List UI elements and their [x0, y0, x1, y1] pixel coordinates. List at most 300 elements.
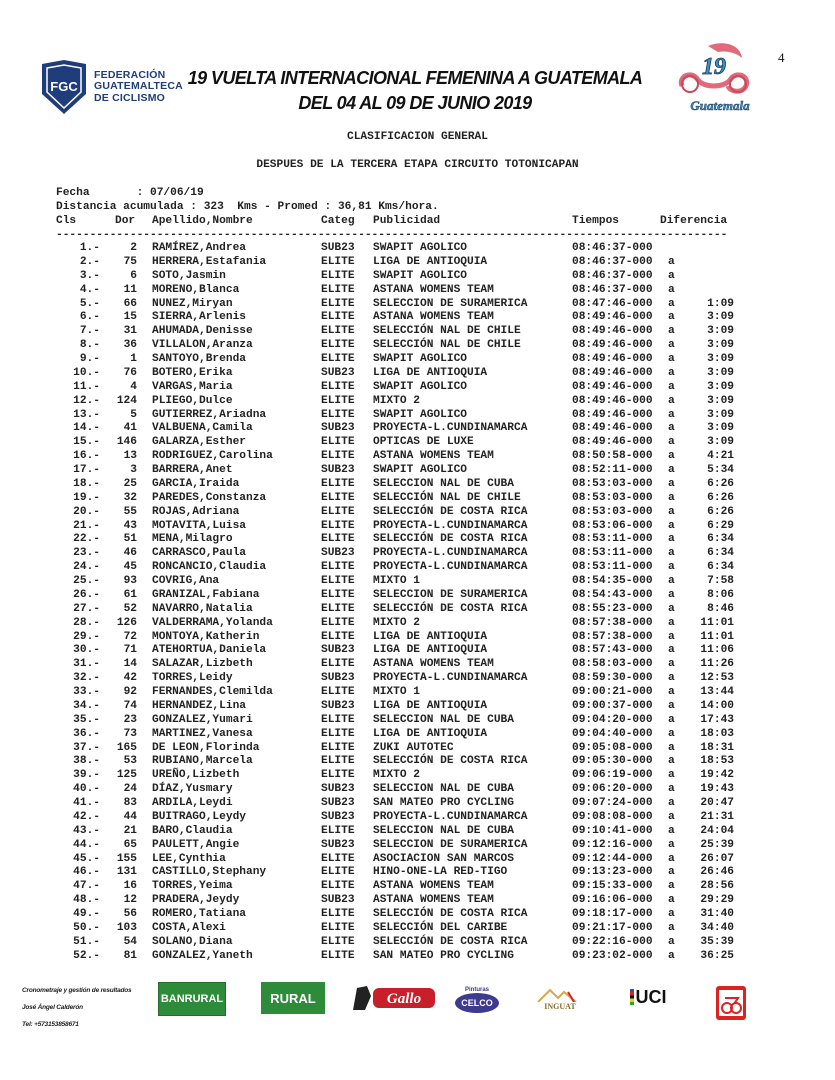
cell-time-flag: a [668, 866, 675, 879]
cell-rider-name: GONZALEZ,Yaneth [152, 949, 253, 962]
federation-name-line: DE CICLISMO [94, 91, 166, 104]
cell-rank: 8.- [79, 339, 100, 352]
cell-gap: 34:40 [700, 921, 734, 934]
cell-category: ELITE [321, 949, 355, 962]
cell-time-flag: a [668, 658, 675, 671]
table-row [56, 520, 746, 534]
cell-gap: 18:03 [700, 727, 734, 740]
cell-category: ELITE [321, 561, 355, 574]
sponsor-inguat-logo [532, 982, 588, 1016]
cell-time: 08:53:11-000 [572, 547, 653, 560]
cell-time-flag: a [668, 783, 675, 796]
cell-time: 08:47:46-000 [572, 297, 653, 310]
timing-credit [22, 982, 146, 1033]
uci-stripes-icon [630, 989, 634, 1005]
cell-time: 09:00:21-000 [572, 686, 653, 698]
cell-gap: 4:21 [707, 450, 734, 463]
cell-category: SUB23 [321, 547, 355, 560]
cell-category: SUB23 [321, 644, 355, 657]
cell-bib: 11 [123, 283, 137, 296]
cell-gap: 6:26 [707, 491, 734, 504]
cell-rank: 39.- [73, 769, 100, 782]
cell-sponsor: MIXTO 1 [373, 686, 420, 698]
table-row [56, 686, 746, 700]
table-row [56, 492, 746, 506]
title-line-1: 19 VUELTA INTERNACIONAL FEMENINA A GUATEMALA [187, 68, 643, 88]
cell-gap: 8:06 [707, 588, 734, 601]
cell-sponsor: SWAPIT AGOLICO [373, 380, 467, 393]
cell-sponsor: MIXTO 1 [373, 575, 420, 587]
cell-bib: 15 [123, 311, 137, 324]
document-title [182, 66, 648, 116]
cell-time-flag: a [668, 394, 675, 407]
cell-rank: 32.- [73, 672, 100, 685]
cell-rank: 10.- [73, 366, 100, 379]
cell-bib: 1 [130, 353, 137, 365]
cell-bib: 93 [123, 575, 137, 587]
cell-rider-name: DE LEON,Florinda [152, 741, 260, 754]
cell-rank: 47.- [73, 880, 100, 893]
cell-time-flag: a [668, 505, 675, 518]
cell-rider-name: GRANIZAL,Fabiana [152, 588, 260, 601]
cell-rank: 35.- [73, 713, 100, 726]
cell-rider-name: VILLALON,Aranza [152, 339, 253, 352]
col-sponsor: Publicidad [373, 215, 441, 227]
cell-category: ELITE [321, 325, 355, 338]
page-number: 4 [778, 50, 785, 65]
table-row [56, 922, 746, 936]
cell-category: ELITE [321, 380, 355, 393]
cell-sponsor: SELECCIÓN DE COSTA RICA [373, 908, 528, 920]
cell-time-flag: a [668, 547, 675, 560]
table-row [56, 270, 746, 284]
cell-rank: 34.- [73, 699, 100, 712]
cell-bib: 76 [123, 366, 137, 379]
col-time: Tiempos [572, 215, 619, 227]
table-row [56, 575, 746, 589]
table-row [56, 714, 746, 728]
table-row [56, 325, 746, 339]
cell-category: ELITE [321, 880, 355, 893]
cell-time-flag: a [668, 588, 675, 601]
table-row [56, 825, 746, 839]
cell-rider-name: LEE,Cynthia [152, 852, 226, 865]
cell-rank: 40.- [73, 783, 100, 796]
cell-time-flag: a [668, 686, 675, 698]
cell-time: 09:10:41-000 [572, 824, 653, 837]
cell-bib: 165 [116, 741, 137, 754]
cell-sponsor: SELECCIÓN DE COSTA RICA [373, 505, 528, 518]
cell-sponsor: SELECCIÓN DE COSTA RICA [373, 755, 528, 768]
cell-rider-name: PAREDES,Constanza [152, 491, 267, 504]
table-row [56, 700, 746, 714]
cell-time: 08:57:43-000 [572, 644, 653, 657]
table-row [56, 894, 746, 908]
cell-category: ELITE [321, 866, 355, 879]
cell-sponsor: LIGA DE ANTIOQUIA [373, 255, 488, 268]
cell-rank: 48.- [73, 894, 100, 907]
cell-rider-name: COSTA,Alexi [152, 921, 226, 934]
cell-time: 09:12:44-000 [572, 852, 653, 865]
cell-gap: 12:53 [700, 672, 734, 685]
cell-sponsor: SELECCION NAL DE CUBA [373, 783, 514, 796]
table-row [56, 256, 746, 270]
cell-rider-name: MONTOYA,Katherin [152, 630, 260, 643]
cell-time: 08:49:46-000 [572, 339, 653, 352]
cell-bib: 56 [123, 908, 137, 920]
cell-time-flag: a [668, 380, 675, 393]
title-line-2: DEL 04 AL 09 DE JUNIO 2019 [298, 93, 532, 113]
cell-rank: 24.- [73, 561, 100, 574]
cell-category: ELITE [321, 921, 355, 934]
cell-gap: 5:34 [707, 464, 734, 476]
cell-gap: 14:00 [700, 699, 734, 712]
cell-sponsor: PROYECTA-L.CUNDINAMARCA [373, 519, 528, 532]
cell-rider-name: HERRERA,Estafania [152, 255, 267, 268]
cell-gap: 13:44 [700, 686, 734, 698]
cell-time-flag: a [668, 422, 675, 435]
cell-gap: 18:53 [700, 755, 734, 768]
cell-rank: 5.- [79, 297, 100, 310]
cell-time: 08:49:46-000 [572, 408, 653, 421]
cell-rank: 51.- [73, 935, 100, 948]
cell-category: ELITE [321, 353, 355, 365]
cell-category: SUB23 [321, 464, 355, 476]
cell-rider-name: BARRERA,Anet [152, 464, 233, 476]
table-row [56, 742, 746, 756]
cell-bib: 32 [123, 491, 137, 504]
cell-rider-name: AHUMADA,Denisse [152, 325, 253, 338]
cell-sponsor: SELECCIÓN DE COSTA RICA [373, 602, 528, 615]
cell-time: 08:57:38-000 [572, 630, 653, 643]
cell-bib: 146 [116, 436, 137, 449]
cell-gap: 18:31 [700, 741, 734, 754]
cell-sponsor: SWAPIT AGOLICO [373, 464, 467, 476]
cell-sponsor: LIGA DE ANTIOQUIA [373, 644, 488, 657]
cell-bib: 125 [116, 769, 137, 782]
cell-sponsor: SELECCIÓN DEL CARIBE [373, 921, 508, 934]
cell-time: 08:49:46-000 [572, 394, 653, 407]
cell-gap: 19:43 [700, 783, 734, 796]
header-separator: ---------------------------------------------------------------------------------------------------- [56, 229, 728, 241]
cell-bib: 16 [123, 880, 137, 893]
cell-rank: 52.- [73, 949, 100, 962]
cell-rank: 31.- [73, 658, 100, 671]
cell-sponsor: PROYECTA-L.CUNDINAMARCA [373, 422, 528, 435]
table-row [56, 298, 746, 312]
cell-time: 08:58:03-000 [572, 658, 653, 671]
cell-bib: 65 [123, 838, 137, 851]
cell-bib: 42 [123, 672, 137, 685]
cell-bib: 5 [130, 408, 137, 421]
cell-rider-name: FERNANDES,Clemilda [152, 686, 273, 698]
cell-gap: 3:09 [707, 380, 734, 393]
table-row [56, 880, 746, 894]
cell-time: 09:04:40-000 [572, 727, 653, 740]
cell-rider-name: BOTERO,Erika [152, 366, 233, 379]
cell-gap: 17:43 [700, 713, 734, 726]
cell-rider-name: DÍAZ,Yusmary [152, 783, 233, 796]
cell-rider-name: PRADERA,Jeydy [152, 894, 240, 907]
cell-category: SUB23 [321, 366, 355, 379]
cell-time: 08:53:03-000 [572, 491, 653, 504]
table-row [56, 353, 746, 367]
cell-time-flag: a [668, 339, 675, 352]
cell-rider-name: VALDERRAMA,Yolanda [152, 616, 273, 629]
cell-time: 09:18:17-000 [572, 908, 653, 920]
cell-rank: 37.- [73, 741, 100, 754]
cell-time-flag: a [668, 824, 675, 837]
cell-category: ELITE [321, 505, 355, 518]
cell-bib: 73 [123, 727, 137, 740]
cell-time: 09:07:24-000 [572, 797, 653, 809]
cell-gap: 25:39 [700, 838, 734, 851]
col-diff: Diferencia [660, 215, 728, 227]
cell-sponsor: ASTANA WOMENS TEAM [373, 894, 494, 907]
cell-time: 09:21:17-000 [572, 921, 653, 934]
cell-time-flag: a [668, 561, 675, 574]
cell-time: 08:53:11-000 [572, 561, 653, 574]
uci-wordmark: UCI [635, 986, 667, 1007]
col-cls: Cls [56, 215, 77, 227]
cell-sponsor: SELECCION NAL DE CUBA [373, 824, 514, 837]
cell-time-flag: a [668, 894, 675, 907]
cell-rank: 46.- [73, 866, 100, 879]
cell-bib: 4 [130, 380, 137, 393]
cell-sponsor: PROYECTA-L.CUNDINAMARCA [373, 672, 528, 685]
cell-rider-name: UREÑO,Lizbeth [152, 769, 240, 782]
cell-rider-name: RODRIGUEZ,Carolina [152, 450, 273, 463]
cell-time-flag: a [668, 366, 675, 379]
cell-category: SUB23 [321, 422, 355, 435]
cell-sponsor: PROYECTA-L.CUNDINAMARCA [373, 561, 528, 574]
cell-category: ELITE [321, 630, 355, 643]
table-row [56, 547, 746, 561]
table-row [56, 617, 746, 631]
cell-bib: 44 [123, 810, 137, 823]
table-row [56, 311, 746, 325]
cell-bib: 92 [123, 686, 137, 698]
cell-time: 08:46:37-000 [572, 255, 653, 268]
cell-rank: 44.- [73, 838, 100, 851]
cell-sponsor: SELECCIÓN DE COSTA RICA [373, 935, 528, 948]
footer [0, 978, 835, 1038]
cell-sponsor: SELECCIÓN NAL DE CHILE [373, 491, 521, 504]
cell-time: 09:15:33-000 [572, 880, 653, 893]
cell-time: 08:59:30-000 [572, 672, 653, 685]
cell-rider-name: BUITRAGO,Leydy [152, 810, 246, 823]
cell-bib: 131 [116, 866, 137, 879]
cell-bib: 13 [123, 450, 137, 463]
cell-gap: 11:26 [700, 658, 734, 671]
cell-bib: 25 [123, 477, 137, 490]
cell-bib: 75 [123, 255, 137, 268]
cell-sponsor: SWAPIT AGOLICO [373, 242, 467, 254]
sponsor-gallo-logo [351, 982, 437, 1012]
table-row [56, 908, 746, 922]
cell-time-flag: a [668, 477, 675, 490]
cell-category: ELITE [321, 311, 355, 324]
table-row [56, 409, 746, 423]
cell-rank: 29.- [73, 630, 100, 643]
cell-time-flag: a [668, 741, 675, 754]
cell-category: ELITE [321, 769, 355, 782]
cell-rank: 12.- [73, 394, 100, 407]
cell-rank: 49.- [73, 908, 100, 920]
table-row [56, 450, 746, 464]
cell-time: 08:52:11-000 [572, 464, 653, 476]
cell-time-flag: a [668, 436, 675, 449]
table-row [56, 936, 746, 950]
cell-category: ELITE [321, 519, 355, 532]
cell-time-flag: a [668, 464, 675, 476]
cell-sponsor: ASOCIACION SAN MARCOS [373, 852, 514, 865]
cell-sponsor: ASTANA WOMENS TEAM [373, 283, 494, 296]
cell-rank: 41.- [73, 797, 100, 809]
cell-category: ELITE [321, 824, 355, 837]
cell-category: SUB23 [321, 810, 355, 823]
cell-sponsor: OPTICAS DE LUXE [373, 436, 474, 449]
table-row [56, 561, 746, 575]
cell-bib: 53 [123, 755, 137, 768]
cell-gap: 11:01 [700, 616, 734, 629]
cell-rank: 9.- [79, 353, 100, 365]
vuelta-logo-number: 19 [702, 54, 726, 80]
table-row [56, 339, 746, 353]
credit-line: Cronometraje y gestión de resultados [22, 987, 132, 994]
cell-time: 09:12:16-000 [572, 838, 653, 851]
table-row [56, 658, 746, 672]
cell-time: 09:13:23-000 [572, 866, 653, 879]
cell-sponsor: MIXTO 2 [373, 394, 420, 407]
cell-time-flag: a [668, 921, 675, 934]
cell-category: SUB23 [321, 242, 355, 254]
cell-sponsor: SAN MATEO PRO CYCLING [373, 797, 514, 809]
cell-time-flag: a [668, 325, 675, 338]
cell-rank: 42.- [73, 810, 100, 823]
cell-sponsor: SELECCION DE SURAMERICA [373, 588, 528, 601]
cell-category: ELITE [321, 588, 355, 601]
cell-time-flag: a [668, 630, 675, 643]
cell-time: 09:04:20-000 [572, 713, 653, 726]
cell-rider-name: VARGAS,Maria [152, 380, 233, 393]
cell-rider-name: RONCANCIO,Claudia [152, 561, 267, 574]
cell-time: 09:16:06-000 [572, 894, 653, 907]
cell-rank: 13.- [73, 408, 100, 421]
table-row [56, 603, 746, 617]
cell-rank: 33.- [73, 686, 100, 698]
cell-rider-name: RAMÍREZ,Andrea [152, 242, 246, 254]
cell-rider-name: HERNANDEZ,Lina [152, 699, 246, 712]
cell-rider-name: PAULETT,Angie [152, 838, 240, 851]
cell-time-flag: a [668, 297, 675, 310]
cell-rider-name: TORRES,Yeima [152, 880, 233, 893]
cell-time-flag: a [668, 838, 675, 851]
cell-sponsor: ASTANA WOMENS TEAM [373, 311, 494, 324]
cell-rank: 7.- [79, 325, 100, 338]
cell-rider-name: SALAZAR,Lizbeth [152, 658, 253, 671]
cell-time-flag: a [668, 908, 675, 920]
table-row [56, 506, 746, 520]
cell-time: 09:06:20-000 [572, 783, 653, 796]
table-row [56, 728, 746, 742]
cell-time-flag: a [668, 255, 675, 268]
cell-rider-name: COVRIG,Ana [152, 575, 220, 587]
cell-category: SUB23 [321, 783, 355, 796]
cell-rider-name: GARCIA,Iraida [152, 477, 240, 490]
cell-rider-name: CASTILLO,Stephany [152, 866, 267, 879]
cell-rider-name: ROMERO,Tatiana [152, 908, 246, 920]
cell-category: ELITE [321, 602, 355, 615]
col-name: Apellido,Nombre [152, 215, 253, 227]
cell-bib: 14 [123, 658, 137, 671]
cell-gap: 3:09 [707, 422, 734, 435]
cell-sponsor: ASTANA WOMENS TEAM [373, 450, 494, 463]
report-subheading: DESPUES DE LA TERCERA ETAPA CIRCUITO TOTONICAPAN [256, 159, 579, 171]
cell-time: 09:23:02-000 [572, 949, 653, 962]
table-row [56, 783, 746, 797]
cell-time-flag: a [668, 713, 675, 726]
cell-rider-name: PLIEGO,Dulce [152, 394, 233, 407]
cell-time: 09:00:37-000 [572, 699, 653, 712]
cell-gap: 26:46 [700, 866, 734, 879]
cell-time: 09:22:16-000 [572, 935, 653, 948]
cell-time: 08:49:46-000 [572, 325, 653, 338]
cell-sponsor: SAN MATEO PRO CYCLING [373, 949, 514, 962]
vuelta-logo-caption: Guatemala [690, 98, 750, 113]
cell-time: 09:05:08-000 [572, 741, 653, 754]
celco-wordmark: CELCO [455, 993, 499, 1013]
cell-category: ELITE [321, 533, 355, 546]
cell-rider-name: GUTIERREZ,Ariadna [152, 408, 267, 421]
cell-gap: 6:34 [707, 547, 734, 560]
cell-category: SUB23 [321, 672, 355, 685]
table-row [56, 422, 746, 436]
col-dor: Dor [115, 215, 136, 227]
table-row [56, 395, 746, 409]
cell-gap: 24:04 [700, 824, 734, 837]
table-row [56, 839, 746, 853]
cell-bib: 51 [123, 533, 137, 546]
cell-time: 08:49:46-000 [572, 311, 653, 324]
cell-time-flag: a [668, 949, 675, 962]
table-row [56, 866, 746, 880]
cell-sponsor: LIGA DE ANTIOQUIA [373, 366, 488, 379]
cell-time: 08:49:46-000 [572, 422, 653, 435]
cell-rank: 21.- [73, 519, 100, 532]
cell-rank: 27.- [73, 602, 100, 615]
cell-gap: 6:34 [707, 533, 734, 546]
cell-time-flag: a [668, 935, 675, 948]
cell-time: 08:49:46-000 [572, 436, 653, 449]
cell-rider-name: ARDILA,Leydi [152, 797, 233, 809]
cell-time: 08:53:03-000 [572, 477, 653, 490]
cell-time: 09:05:30-000 [572, 755, 653, 768]
table-row [56, 464, 746, 478]
table-row [56, 284, 746, 298]
cell-gap: 3:09 [707, 394, 734, 407]
cell-category: ELITE [321, 297, 355, 310]
cell-gap: 3:09 [707, 339, 734, 352]
cell-rank: 17.- [73, 464, 100, 476]
cell-gap: 21:31 [700, 810, 734, 823]
cell-rank: 14.- [73, 422, 100, 435]
cell-category: ELITE [321, 575, 355, 587]
cell-gap: 28:56 [700, 880, 734, 893]
cell-sponsor: SELECCION NAL DE CUBA [373, 477, 514, 490]
cell-category: ELITE [321, 741, 355, 754]
cell-category: ELITE [321, 408, 355, 421]
